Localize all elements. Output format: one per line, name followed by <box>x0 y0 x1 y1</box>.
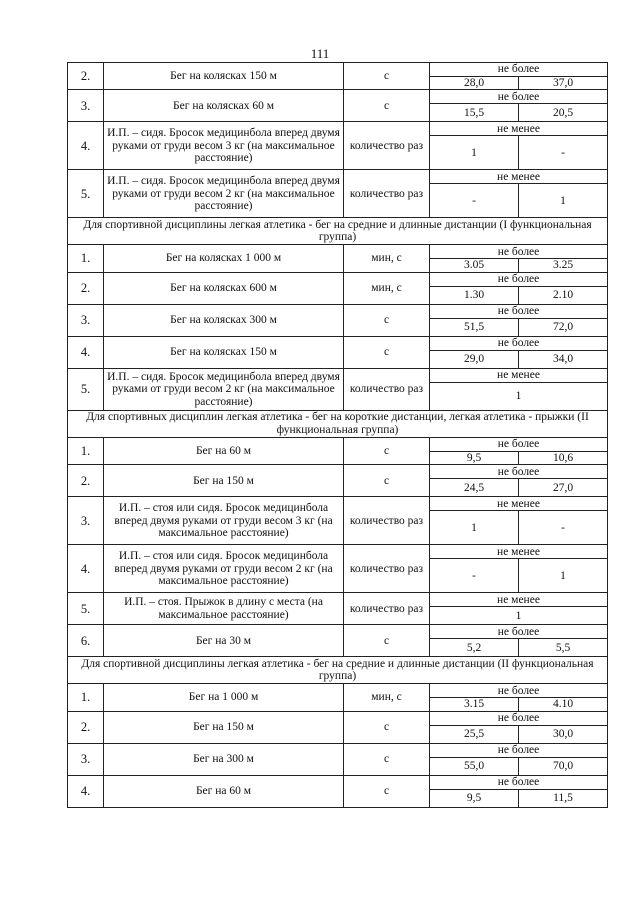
norm-value-boys: - <box>430 559 519 593</box>
section-heading: Для спортивных дисциплин легкая атлетика - бег на короткие дистанции, легкая атлетика - прыжки (II функциональная группа) <box>68 410 608 437</box>
test-name: И.П. – сидя. Бросок медицинбола вперед двумя руками от груди весом 2 кг (на максимальное расстояние) <box>104 170 344 218</box>
row-number: 3. <box>68 497 104 545</box>
norm-value: 1 <box>430 607 608 625</box>
test-name: Бег на колясках 1 000 м <box>104 245 344 272</box>
norm-value-boys: 55,0 <box>430 757 519 775</box>
row-number: 2. <box>68 711 104 743</box>
table-row <box>68 775 608 789</box>
norm-value-boys: 15,5 <box>430 104 519 122</box>
norm-value-boys: 25,5 <box>430 725 519 743</box>
row-number: 5. <box>68 170 104 218</box>
table-row <box>68 593 608 607</box>
unit: с <box>344 437 430 464</box>
test-name: Бег на 60 м <box>104 437 344 464</box>
test-name: Бег на 60 м <box>104 775 344 807</box>
condition-label: не более <box>430 304 608 318</box>
norm-value-girls: 70,0 <box>519 757 608 775</box>
condition-label: не более <box>430 625 608 639</box>
condition-label: не более <box>430 437 608 451</box>
row-number: 4. <box>68 122 104 170</box>
table-row <box>68 63 608 77</box>
table-row <box>68 497 608 511</box>
test-name: И.П. – сидя. Бросок медицинбола вперед двумя руками от груди весом 3 кг (на максимальное расстояние) <box>104 122 344 170</box>
table-row <box>68 368 608 382</box>
test-name: Бег на колясках 600 м <box>104 272 344 304</box>
unit: с <box>344 775 430 807</box>
condition-label: не менее <box>430 593 608 607</box>
norm-value-girls: - <box>519 511 608 545</box>
table-row <box>68 272 608 286</box>
unit: количество раз <box>344 545 430 593</box>
section-heading: Для спортивной дисциплины легкая атлетика - бег на средние и длинные дистанции (I функциональная группа) <box>68 218 608 245</box>
row-number: 1. <box>68 245 104 272</box>
condition-label: не менее <box>430 122 608 136</box>
condition-label: не более <box>430 245 608 259</box>
norm-value-girls: 10,6 <box>519 451 608 464</box>
test-name: Бег на 300 м <box>104 743 344 775</box>
test-name: Бег на колясках 150 м <box>104 63 344 90</box>
condition-label: не менее <box>430 170 608 184</box>
table-row <box>68 122 608 136</box>
norm-value-boys: 9,5 <box>430 451 519 464</box>
norm-value-boys: 3.05 <box>430 259 519 272</box>
test-name: И.П. – стоя. Прыжок в длину с места (на максимальное расстояние) <box>104 593 344 625</box>
norm-value-girls: 1 <box>519 184 608 218</box>
table-row <box>68 743 608 757</box>
section-row <box>68 657 608 684</box>
row-number: 1. <box>68 684 104 711</box>
table-row <box>68 304 608 318</box>
table-row <box>68 170 608 184</box>
condition-label: не более <box>430 743 608 757</box>
unit: с <box>344 465 430 497</box>
condition-label: не более <box>430 90 608 104</box>
unit: с <box>344 711 430 743</box>
test-name: Бег на 30 м <box>104 625 344 657</box>
norm-value-girls: 30,0 <box>519 725 608 743</box>
norm-value-boys: 3.15 <box>430 698 519 711</box>
norm-value-girls: 72,0 <box>519 318 608 336</box>
row-number: 4. <box>68 775 104 807</box>
norm-value-boys: 24,5 <box>430 479 519 497</box>
test-name: Бег на колясках 300 м <box>104 304 344 336</box>
condition-label: не более <box>430 336 608 350</box>
test-name: И.П. – стоя или сидя. Бросок медицинбола вперед двумя руками от груди весом 3 кг (на максимальное расстояние) <box>104 497 344 545</box>
row-number: 3. <box>68 90 104 122</box>
row-number: 2. <box>68 63 104 90</box>
norm-value-girls: 4.10 <box>519 698 608 711</box>
norm-value-boys: 1.30 <box>430 286 519 304</box>
norm-value-boys: 9,5 <box>430 789 519 807</box>
norm-value: 1 <box>430 382 608 410</box>
test-name: Бег на колясках 150 м <box>104 336 344 368</box>
table-row <box>68 711 608 725</box>
condition-label: не менее <box>430 497 608 511</box>
unit: мин, с <box>344 684 430 711</box>
norm-value-girls: 2.10 <box>519 286 608 304</box>
unit: мин, с <box>344 272 430 304</box>
table-row <box>68 90 608 104</box>
condition-label: не более <box>430 684 608 698</box>
norm-value-girls: 11,5 <box>519 789 608 807</box>
standards-table <box>67 62 608 808</box>
unit: с <box>344 304 430 336</box>
table-row <box>68 684 608 698</box>
test-name: Бег на 1 000 м <box>104 684 344 711</box>
norm-value-girls: 5,5 <box>519 639 608 657</box>
row-number: 5. <box>68 593 104 625</box>
norm-value-girls: 1 <box>519 559 608 593</box>
test-name: Бег на колясках 60 м <box>104 90 344 122</box>
unit: мин, с <box>344 245 430 272</box>
condition-label: не менее <box>430 545 608 559</box>
section-heading: Для спортивной дисциплины легкая атлетика - бег на средние и длинные дистанции (II функциональная группа) <box>68 657 608 684</box>
row-number: 4. <box>68 545 104 593</box>
norm-value-boys: - <box>430 184 519 218</box>
row-number: 2. <box>68 465 104 497</box>
row-number: 3. <box>68 304 104 336</box>
test-name: И.П. – сидя. Бросок медицинбола вперед двумя руками от груди весом 2 кг (на максимальное расстояние) <box>104 368 344 410</box>
unit: с <box>344 336 430 368</box>
unit: с <box>344 63 430 90</box>
page-number: 111 <box>310 46 330 61</box>
condition-label: не более <box>430 775 608 789</box>
test-name: И.П. – стоя или сидя. Бросок медицинбола вперед двумя руками от груди весом 2 кг (на максимальное расстояние) <box>104 545 344 593</box>
unit: количество раз <box>344 593 430 625</box>
table-row <box>68 336 608 350</box>
norm-value-boys: 1 <box>430 136 519 170</box>
table-row <box>68 245 608 259</box>
condition-label: не более <box>430 465 608 479</box>
norm-value-girls: 34,0 <box>519 350 608 368</box>
unit: количество раз <box>344 122 430 170</box>
row-number: 5. <box>68 368 104 410</box>
test-name: Бег на 150 м <box>104 465 344 497</box>
row-number: 6. <box>68 625 104 657</box>
norm-value-boys: 28,0 <box>430 77 519 90</box>
row-number: 1. <box>68 437 104 464</box>
table-row <box>68 437 608 451</box>
unit: количество раз <box>344 170 430 218</box>
norm-value-girls: - <box>519 136 608 170</box>
norm-value-boys: 1 <box>430 511 519 545</box>
test-name: Бег на 150 м <box>104 711 344 743</box>
table-row <box>68 545 608 559</box>
unit: количество раз <box>344 368 430 410</box>
norm-value-boys: 29,0 <box>430 350 519 368</box>
unit: с <box>344 743 430 775</box>
condition-label: не более <box>430 711 608 725</box>
norm-value-boys: 51,5 <box>430 318 519 336</box>
section-row <box>68 218 608 245</box>
norm-value-boys: 5,2 <box>430 639 519 657</box>
unit: количество раз <box>344 497 430 545</box>
table-row <box>68 465 608 479</box>
condition-label: не более <box>430 272 608 286</box>
unit: с <box>344 90 430 122</box>
condition-label: не более <box>430 63 608 77</box>
condition-label: не менее <box>430 368 608 382</box>
norm-value-girls: 27,0 <box>519 479 608 497</box>
table-row <box>68 625 608 639</box>
section-row <box>68 410 608 437</box>
unit: с <box>344 625 430 657</box>
norm-value-girls: 20,5 <box>519 104 608 122</box>
row-number: 4. <box>68 336 104 368</box>
row-number: 2. <box>68 272 104 304</box>
norm-value-girls: 37,0 <box>519 77 608 90</box>
row-number: 3. <box>68 743 104 775</box>
norm-value-girls: 3.25 <box>519 259 608 272</box>
